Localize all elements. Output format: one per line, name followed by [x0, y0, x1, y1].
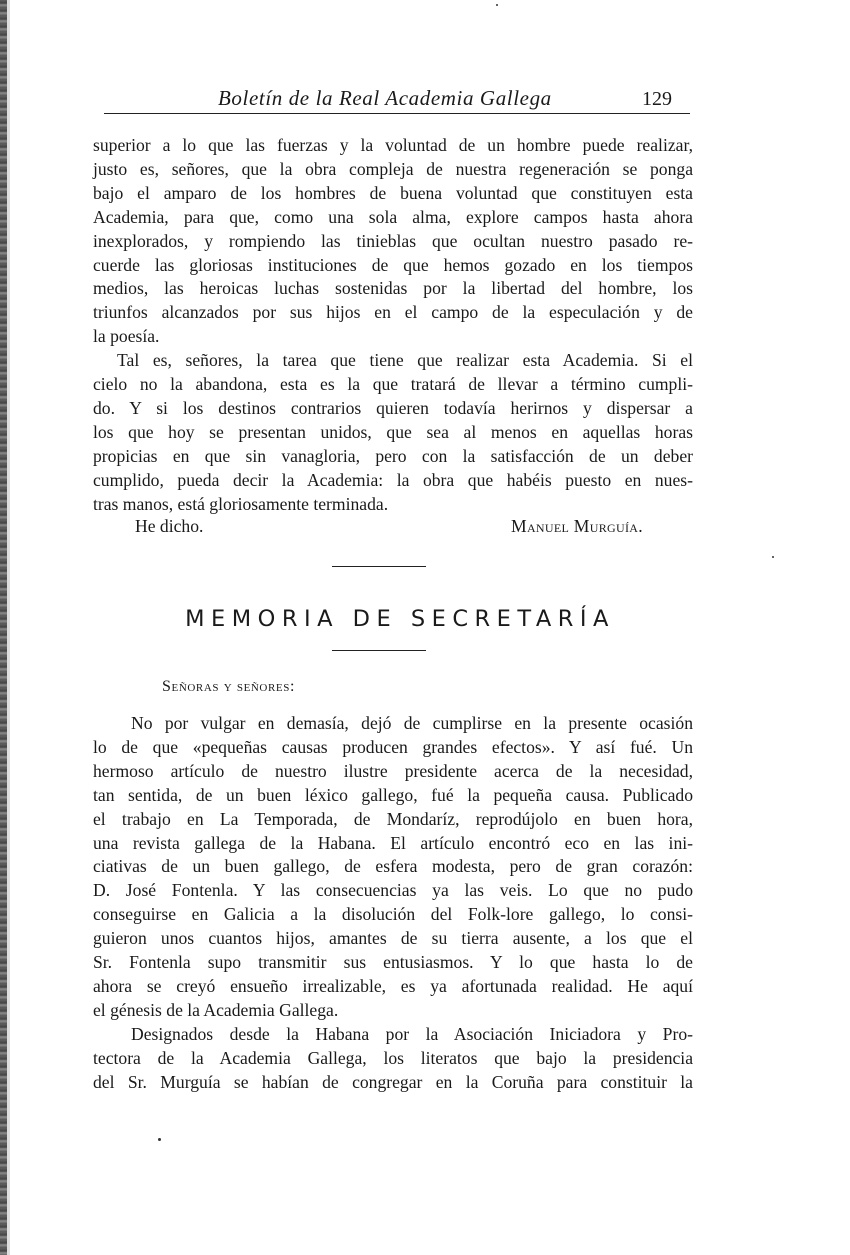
binding-shadow — [7, 0, 10, 1255]
text-line: una revista gallega de la Habana. El artículo encontró eco en las ini- — [93, 832, 693, 853]
header-rule — [104, 113, 690, 114]
text-line: cuerde las gloriosas instituciones de que hemos gozado en los tiempos — [93, 254, 693, 275]
text-line: cielo no la abandona, esta es la que tratará de llevar a término cumpli- — [93, 374, 693, 395]
text-line: ciativas de un buen gallego, de esfera modesta, pero de gran corazón: — [93, 856, 693, 877]
memoria-text — [93, 712, 693, 1095]
text-line: superior a lo que las fuerzas y la voluntad de un hombre puede realizar, — [93, 135, 693, 155]
running-head — [100, 86, 692, 112]
text-line: propicias en que sin vanagloria, pero con la satisfacción de un deber — [93, 445, 693, 466]
text-line: do. Y si los destinos contrarios quieren todavía herirnos y dispersar a — [93, 397, 693, 418]
text-line: Designados desde la Habana por la Asociación Iniciadora y Pro- — [131, 1023, 693, 1044]
text-line: la poesía. — [93, 326, 160, 347]
paragraph — [93, 1023, 693, 1095]
print-speck — [496, 4, 498, 6]
text-line: lo de que «pequeñas causas producen grandes efectos». Y así fué. Un — [93, 736, 693, 757]
text-line: el génesis de la Academia Gallega. — [93, 999, 339, 1020]
text-line: triunfos alcanzados por sus hijos en el campo de la especulación y de — [93, 302, 693, 323]
paragraph — [93, 349, 693, 516]
text-line: tectora de la Academia Gallega, los literatos que bajo la presidencia — [93, 1047, 693, 1068]
text-line: del Sr. Murguía se habían de congregar en la Coruña para constituir la — [93, 1071, 693, 1092]
running-head-title: Boletín de la Real Academia Gallega — [218, 86, 552, 110]
binding-edge — [0, 0, 7, 1255]
closing-speech-text — [93, 134, 693, 517]
text-line: D. José Fontenla. Y las consecuencias ya las veis. Lo que no pudo — [93, 880, 693, 901]
text-line: el trabajo en La Temporada, de Mondaríz, reprodújolo en buen hora, — [93, 808, 693, 829]
text-line: medios, las heroicas luchas sostenidas por la libertad del hombre, los — [93, 278, 693, 299]
text-line: conseguirse en Galicia a la disolución del Folk-lore gallego, lo consi- — [93, 904, 693, 925]
text-line: Academia, para que, como una sola alma, explore campos hasta ahora — [93, 206, 693, 227]
print-speck — [772, 556, 774, 558]
print-speck — [158, 1138, 161, 1141]
paragraph — [93, 712, 693, 1023]
signature-line — [93, 516, 693, 540]
text-line: bajo el amparo de los hombres de buena voluntad que constituyen esta — [93, 182, 693, 203]
salutation: Señoras y señores: — [162, 678, 295, 695]
text-line: hermoso artículo de nuestro ilustre presidente acerca de la necesidad, — [93, 760, 693, 781]
author-signature: Manuel Murguía. — [511, 516, 643, 536]
text-line: tras manos, está gloriosamente terminada. — [93, 493, 389, 514]
section-divider — [332, 566, 426, 567]
text-line: inexplorados, y rompiendo las tinieblas que ocultan nuestro pasado re- — [93, 230, 693, 251]
text-line: No por vulgar en demasía, dejó de cumplirse en la presente ocasión — [131, 713, 693, 733]
text-line: tan sentida, de un buen léxico gallego, fué la pequeña causa. Publicado — [93, 784, 693, 805]
closing-phrase: He dicho. — [135, 516, 204, 536]
text-line: guieron unos cuantos hijos, amantes de su tierra ausente, a los que el — [93, 928, 693, 949]
text-line: justo es, señores, que la obra compleja de nuestra regeneración se ponga — [93, 158, 693, 179]
section-title: MEMORIA DE SECRETARÍA — [185, 606, 615, 632]
text-line: Sr. Fontenla supo transmitir sus entusiasmos. Y lo que hasta lo de — [93, 952, 693, 973]
paragraph — [93, 134, 693, 349]
text-line: cumplido, pueda decir la Academia: la obra que habéis puesto en nues- — [93, 469, 693, 490]
text-line: los que hoy se presentan unidos, que sea al menos en aquellas horas — [93, 421, 693, 442]
title-underline — [332, 650, 426, 651]
page-number: 129 — [642, 88, 672, 110]
text-line: Tal es, señores, la tarea que tiene que realizar esta Academia. Si el — [117, 350, 693, 371]
text-line: ahora se creyó ensueño irrealizable, es ya afortunada realidad. He aquí — [93, 975, 693, 996]
